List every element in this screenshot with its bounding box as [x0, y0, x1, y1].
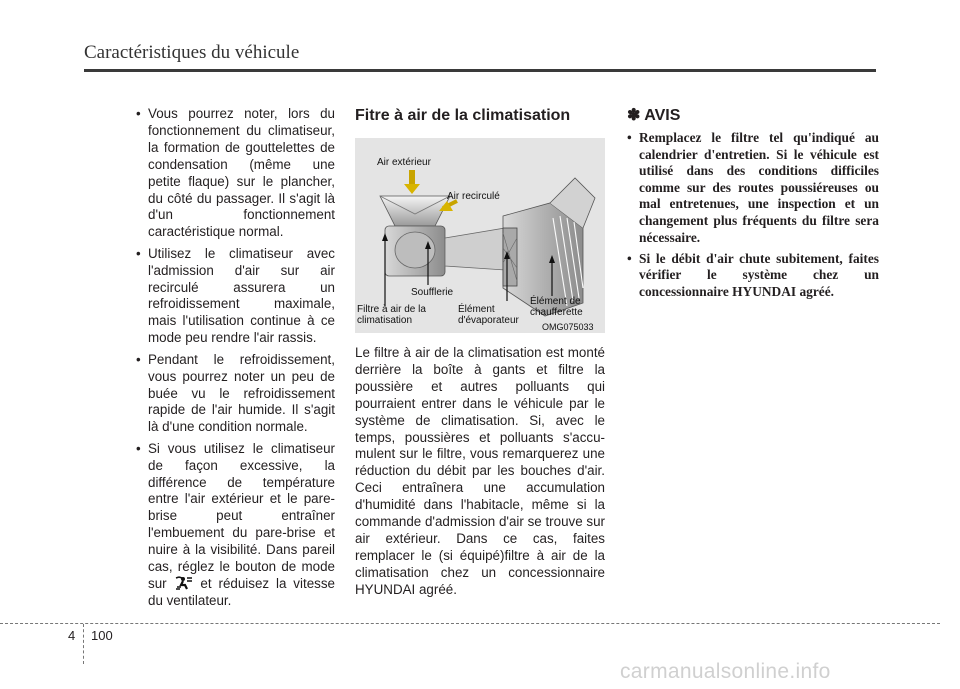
left-column — [136, 106, 335, 614]
avis-heading — [627, 106, 879, 126]
label-recirculated-air: Air recirculé — [447, 191, 500, 202]
avis-bullet-2: • Si le débit d'air chute subitement, faites vérifier le système chez un concessionnaire HYUNDAI agréé. — [627, 251, 879, 301]
page-header-title: Caractéristiques du véhicule — [84, 42, 300, 63]
left-bullet-4-text-a: Si vous utilisez le climatiseur de façon excessive, la différence de température entre l'air extérieur et le pare-brise peut entraîner l'embuement du pare-brise et nuire à la visibilité. Dans pareil cas, réglez le bouton de mode sur — [148, 440, 335, 591]
page-number: 100 — [91, 628, 113, 643]
label-outside-air: Air extérieur — [377, 157, 431, 168]
section-title: Fitre à air de la climatisation — [355, 107, 571, 124]
footer-rule — [0, 623, 940, 624]
avis-asterisk-icon: ✽ — [627, 107, 641, 124]
avis-bullet-1: • Remplacez le filtre tel qu'indiqué au calendrier d'entretien. Si le véhicule est utilisé dans des conditions difficiles comme sur des routes poussiéreuses ou mal entretenues, une inspection et un changement plus fréquents du filtre sera nécessaire. — [627, 130, 879, 246]
middle-column — [355, 106, 605, 599]
left-bullet-1: • Vous pourrez noter, lors du fonctionnement du climatiseur, la formation de gouttelettes de condensation (même une petite flaque) sur le plancher, du côté du passager. Il s'agit là d'un fonctionnement caractéristique normal. — [136, 106, 335, 241]
label-air-filter: Filtre à air de la climatisation — [357, 304, 426, 326]
left-bullet-list — [136, 106, 335, 610]
avis-title: AVIS — [644, 107, 681, 124]
avis-bullet-list — [627, 130, 879, 300]
chapter-number: 4 — [68, 628, 76, 643]
label-heater-element: Élément de chaufferette — [530, 296, 583, 318]
watermark: carmanualsonline.info — [620, 660, 831, 683]
left-bullet-3: • Pendant le refroidissement, vous pourrez noter un peu de buée vu le refroidissement rapide de l'air humide. Il s'agit là d'une condition normale. — [136, 352, 335, 437]
right-column — [627, 106, 879, 305]
mode-floor-defrost-icon — [174, 576, 194, 590]
label-evaporator: Élément d'évaporateur — [458, 304, 519, 326]
footer-separator — [83, 624, 84, 664]
air-filter-diagram — [355, 138, 605, 333]
left-bullet-2: • Utilisez le climatiseur avec l'admission d'air sur air recirculé assurera un refroidissement maximale, mais l'utilisation continue à ce mode peu rendre l'air rassis. — [136, 246, 335, 347]
label-blower: Soufflerie — [411, 287, 454, 298]
figure-code: OMG075033 — [542, 322, 594, 332]
left-bullet-4-text-b: et réduisez la vitesse du ventilateur. — [148, 575, 335, 608]
left-bullet-4 — [136, 441, 335, 610]
filter-description: Le filtre à air de la climatisation est monté derrière la boîte à gants et filtre la poussière et autres polluants qui pourraient entrer dans le véhicule par le système de climatisation. Si, avec le temps, poussières et polluants s'accu-mulent sur le filtre, vous remarquerez une réduction du débit par les bouches d'air. Ceci entraînera une accumulation d'humidité dans l'habitacle, même si la commande d'admission d'air se trouve sur air extérieur. Dans ce cas, faites remplacer le (si équipé)filtre à air de la climatisation chez un concessionnaire HYUNDAI agréé. — [355, 345, 605, 597]
header-rule — [84, 69, 876, 72]
